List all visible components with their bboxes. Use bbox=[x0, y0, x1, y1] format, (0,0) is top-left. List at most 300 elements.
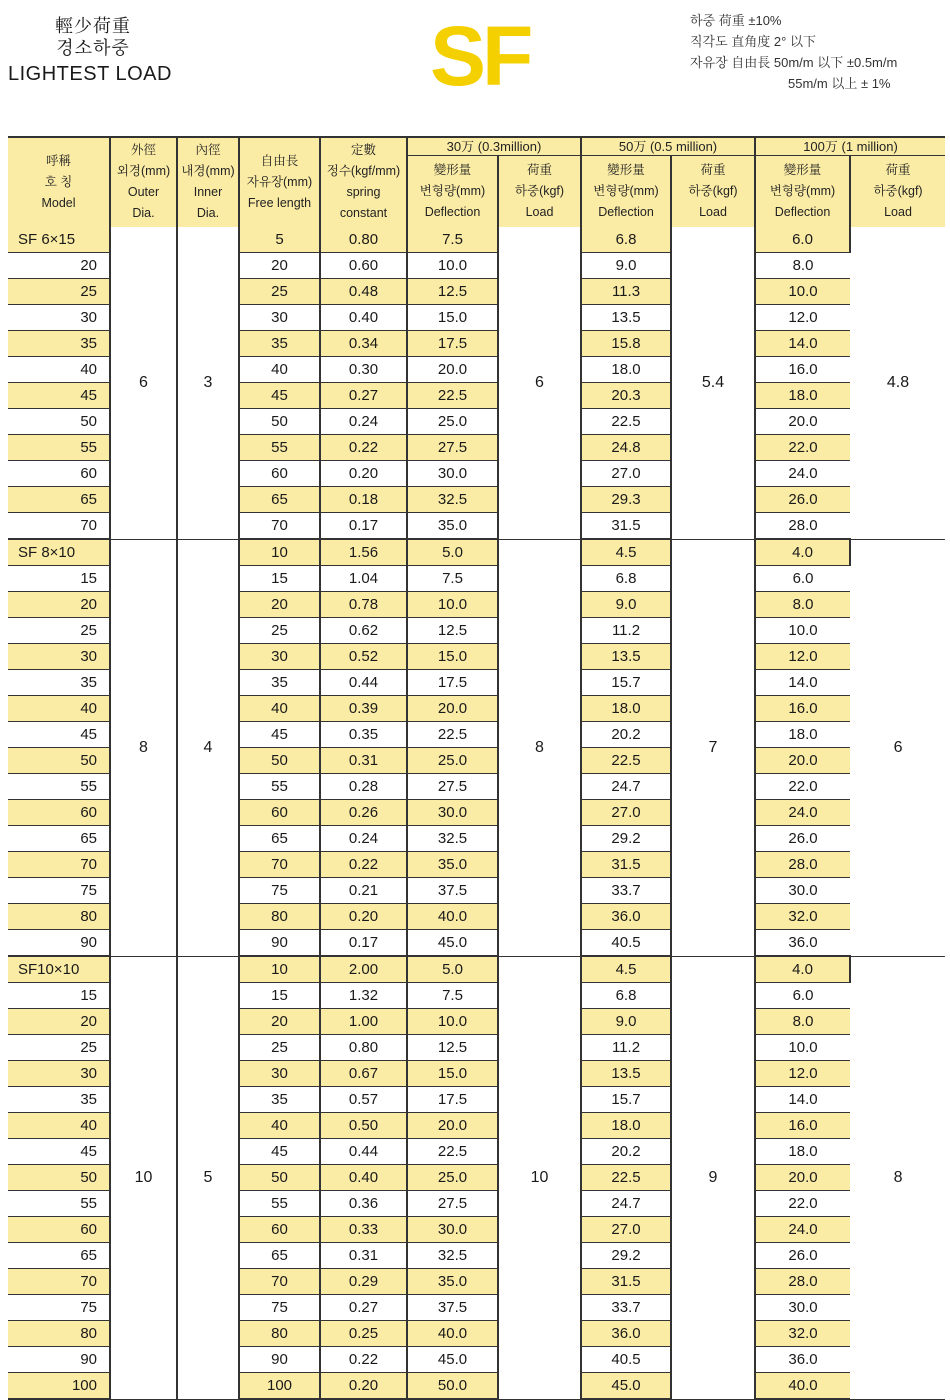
cell-spring-constant: 0.67 bbox=[320, 1061, 407, 1087]
cell-deflection-500k: 36.0 bbox=[581, 904, 671, 930]
cell-spring-constant: 0.40 bbox=[320, 1165, 407, 1191]
cell-deflection-300k: 10.0 bbox=[407, 592, 498, 618]
cell-spring-constant: 0.57 bbox=[320, 1087, 407, 1113]
note-squareness: 직각도 直角度 2° 以下 bbox=[690, 34, 816, 49]
cell-deflection-500k: 4.5 bbox=[581, 956, 671, 983]
cell-deflection-1m: 28.0 bbox=[755, 1269, 850, 1295]
cell-deflection-300k: 5.0 bbox=[407, 956, 498, 983]
cell-free-length: 30 bbox=[239, 305, 320, 331]
cell-model: 35 bbox=[8, 331, 110, 357]
cell-model: 55 bbox=[8, 774, 110, 800]
cell-free-length: 80 bbox=[239, 904, 320, 930]
cell-spring-constant: 0.20 bbox=[320, 1373, 407, 1400]
cell-model: 70 bbox=[8, 1269, 110, 1295]
cell-load-1m: 6 bbox=[850, 539, 945, 956]
cell-deflection-500k: 13.5 bbox=[581, 305, 671, 331]
cell-spring-constant: 0.80 bbox=[320, 227, 407, 253]
cell-inner-dia: 3 bbox=[177, 227, 239, 540]
cell-free-length: 45 bbox=[239, 722, 320, 748]
cell-load-300k: 10 bbox=[498, 956, 581, 1399]
cell-spring-constant: 0.17 bbox=[320, 930, 407, 957]
cell-free-length: 20 bbox=[239, 253, 320, 279]
cell-deflection-300k: 17.5 bbox=[407, 331, 498, 357]
cell-deflection-500k: 27.0 bbox=[581, 1217, 671, 1243]
cell-spring-constant: 0.40 bbox=[320, 305, 407, 331]
cell-free-length: 50 bbox=[239, 1165, 320, 1191]
note-free-length-long: 55m/m 以上 ± 1% bbox=[788, 76, 891, 91]
cell-spring-constant: 0.27 bbox=[320, 383, 407, 409]
cell-deflection-300k: 32.5 bbox=[407, 487, 498, 513]
cell-deflection-300k: 22.5 bbox=[407, 1139, 498, 1165]
cell-deflection-500k: 45.0 bbox=[581, 1373, 671, 1400]
cell-free-length: 10 bbox=[239, 539, 320, 566]
cell-spring-constant: 0.22 bbox=[320, 435, 407, 461]
cell-model: 15 bbox=[8, 566, 110, 592]
cell-deflection-300k: 15.0 bbox=[407, 1061, 498, 1087]
cell-free-length: 10 bbox=[239, 956, 320, 983]
cell-deflection-500k: 29.2 bbox=[581, 826, 671, 852]
cell-deflection-300k: 35.0 bbox=[407, 513, 498, 540]
cell-spring-constant: 0.34 bbox=[320, 331, 407, 357]
cell-model: 100 bbox=[8, 1373, 110, 1400]
cell-deflection-500k: 13.5 bbox=[581, 644, 671, 670]
cell-deflection-1m: 10.0 bbox=[755, 618, 850, 644]
cell-deflection-500k: 13.5 bbox=[581, 1061, 671, 1087]
cell-free-length: 90 bbox=[239, 1347, 320, 1373]
cell-deflection-300k: 25.0 bbox=[407, 1165, 498, 1191]
cell-deflection-1m: 30.0 bbox=[755, 1295, 850, 1321]
cell-model: 25 bbox=[8, 618, 110, 644]
table-row bbox=[8, 227, 945, 253]
cell-model: 60 bbox=[8, 800, 110, 826]
col-inner-dia: 內徑 내경(mm) Inner Dia. bbox=[177, 137, 239, 227]
cell-free-length: 40 bbox=[239, 357, 320, 383]
cell-deflection-500k: 36.0 bbox=[581, 1321, 671, 1347]
cell-model: 70 bbox=[8, 513, 110, 540]
cell-free-length: 25 bbox=[239, 1035, 320, 1061]
cell-deflection-500k: 15.7 bbox=[581, 670, 671, 696]
cell-deflection-1m: 12.0 bbox=[755, 1061, 850, 1087]
cell-free-length: 65 bbox=[239, 826, 320, 852]
cell-deflection-300k: 32.5 bbox=[407, 1243, 498, 1269]
cell-free-length: 40 bbox=[239, 696, 320, 722]
cell-deflection-300k: 10.0 bbox=[407, 253, 498, 279]
cell-deflection-500k: 15.8 bbox=[581, 331, 671, 357]
cell-free-length: 70 bbox=[239, 852, 320, 878]
title-hanja: 輕少荷重 bbox=[55, 16, 131, 37]
cell-load-1m: 4.8 bbox=[850, 227, 945, 540]
page-title-block bbox=[8, 16, 178, 88]
tolerance-notes bbox=[690, 10, 950, 94]
cell-load-500k: 7 bbox=[671, 539, 755, 956]
cell-deflection-300k: 30.0 bbox=[407, 1217, 498, 1243]
cell-model: 90 bbox=[8, 930, 110, 957]
table-body bbox=[8, 227, 945, 1400]
cell-spring-constant: 0.44 bbox=[320, 1139, 407, 1165]
cell-deflection-300k: 40.0 bbox=[407, 904, 498, 930]
cell-model: 50 bbox=[8, 409, 110, 435]
cell-free-length: 80 bbox=[239, 1321, 320, 1347]
cell-spring-constant: 0.36 bbox=[320, 1191, 407, 1217]
cell-free-length: 100 bbox=[239, 1373, 320, 1400]
col-load-300k: 荷重 하중(kgf) Load bbox=[498, 156, 581, 227]
cell-deflection-1m: 16.0 bbox=[755, 1113, 850, 1139]
col-deflection-300k: 變形量 변형량(mm) Deflection bbox=[407, 156, 498, 227]
cell-deflection-1m: 18.0 bbox=[755, 383, 850, 409]
cell-model: 45 bbox=[8, 1139, 110, 1165]
cell-deflection-300k: 45.0 bbox=[407, 930, 498, 957]
cell-deflection-1m: 26.0 bbox=[755, 1243, 850, 1269]
cell-spring-constant: 0.39 bbox=[320, 696, 407, 722]
cell-deflection-1m: 36.0 bbox=[755, 1347, 850, 1373]
cell-outer-dia: 6 bbox=[110, 227, 177, 540]
cell-free-length: 60 bbox=[239, 461, 320, 487]
cell-load-300k: 6 bbox=[498, 227, 581, 540]
cell-deflection-300k: 30.0 bbox=[407, 461, 498, 487]
cell-deflection-300k: 27.5 bbox=[407, 435, 498, 461]
cell-deflection-1m: 40.0 bbox=[755, 1373, 850, 1400]
cell-deflection-300k: 37.5 bbox=[407, 878, 498, 904]
cell-spring-constant: 0.27 bbox=[320, 1295, 407, 1321]
cell-deflection-1m: 16.0 bbox=[755, 696, 850, 722]
cell-model: 40 bbox=[8, 696, 110, 722]
cell-deflection-1m: 20.0 bbox=[755, 748, 850, 774]
cell-deflection-500k: 24.7 bbox=[581, 774, 671, 800]
cell-model: 20 bbox=[8, 592, 110, 618]
cell-deflection-300k: 20.0 bbox=[407, 357, 498, 383]
cell-free-length: 35 bbox=[239, 331, 320, 357]
cell-free-length: 30 bbox=[239, 1061, 320, 1087]
cell-deflection-300k: 12.5 bbox=[407, 618, 498, 644]
cell-model: 50 bbox=[8, 1165, 110, 1191]
cell-deflection-300k: 12.5 bbox=[407, 279, 498, 305]
cell-free-length: 35 bbox=[239, 670, 320, 696]
cell-deflection-1m: 28.0 bbox=[755, 513, 850, 540]
cell-outer-dia: 10 bbox=[110, 956, 177, 1399]
cell-deflection-300k: 35.0 bbox=[407, 852, 498, 878]
cell-deflection-500k: 20.2 bbox=[581, 722, 671, 748]
cell-deflection-1m: 4.0 bbox=[755, 956, 850, 983]
cell-model: SF10×10 bbox=[8, 956, 110, 983]
cell-deflection-1m: 32.0 bbox=[755, 904, 850, 930]
cell-free-length: 50 bbox=[239, 409, 320, 435]
cell-load-1m: 8 bbox=[850, 956, 945, 1399]
cell-free-length: 50 bbox=[239, 748, 320, 774]
cell-model: 25 bbox=[8, 1035, 110, 1061]
cell-deflection-500k: 22.5 bbox=[581, 748, 671, 774]
cell-inner-dia: 4 bbox=[177, 539, 239, 956]
cell-deflection-1m: 18.0 bbox=[755, 1139, 850, 1165]
spec-table bbox=[8, 136, 945, 1400]
cell-free-length: 25 bbox=[239, 279, 320, 305]
cell-model: 40 bbox=[8, 1113, 110, 1139]
cell-free-length: 45 bbox=[239, 383, 320, 409]
cell-model: 75 bbox=[8, 878, 110, 904]
cell-model: 40 bbox=[8, 357, 110, 383]
cell-free-length: 20 bbox=[239, 592, 320, 618]
cell-spring-constant: 0.50 bbox=[320, 1113, 407, 1139]
cell-free-length: 55 bbox=[239, 774, 320, 800]
cell-deflection-300k: 27.5 bbox=[407, 774, 498, 800]
table-row bbox=[8, 956, 945, 983]
cell-spring-constant: 1.32 bbox=[320, 983, 407, 1009]
cell-inner-dia: 5 bbox=[177, 956, 239, 1399]
cell-free-length: 45 bbox=[239, 1139, 320, 1165]
cell-deflection-1m: 8.0 bbox=[755, 1009, 850, 1035]
cell-deflection-1m: 6.0 bbox=[755, 983, 850, 1009]
col-spring-constant: 定數 정수(kgf/mm) spring constant bbox=[320, 137, 407, 227]
note-load-tolerance: 하중 荷重 ±10% bbox=[690, 13, 782, 28]
cell-deflection-500k: 40.5 bbox=[581, 930, 671, 957]
cell-model: 80 bbox=[8, 904, 110, 930]
cell-deflection-1m: 26.0 bbox=[755, 826, 850, 852]
cell-deflection-500k: 31.5 bbox=[581, 1269, 671, 1295]
cell-spring-constant: 0.18 bbox=[320, 487, 407, 513]
cell-deflection-500k: 33.7 bbox=[581, 1295, 671, 1321]
cell-deflection-1m: 32.0 bbox=[755, 1321, 850, 1347]
cell-deflection-300k: 10.0 bbox=[407, 1009, 498, 1035]
col-deflection-1m: 變形量 변형량(mm) Deflection bbox=[755, 156, 850, 227]
cell-deflection-500k: 27.0 bbox=[581, 461, 671, 487]
cell-free-length: 60 bbox=[239, 1217, 320, 1243]
cell-spring-constant: 2.00 bbox=[320, 956, 407, 983]
series-code: SF bbox=[430, 9, 530, 103]
cell-deflection-1m: 8.0 bbox=[755, 253, 850, 279]
col-load-500k: 荷重 하중(kgf) Load bbox=[671, 156, 755, 227]
cell-deflection-500k: 18.0 bbox=[581, 1113, 671, 1139]
cell-deflection-1m: 22.0 bbox=[755, 435, 850, 461]
cell-model: 65 bbox=[8, 487, 110, 513]
cell-model: 45 bbox=[8, 722, 110, 748]
cell-deflection-500k: 24.8 bbox=[581, 435, 671, 461]
cell-free-length: 65 bbox=[239, 1243, 320, 1269]
cell-deflection-300k: 20.0 bbox=[407, 696, 498, 722]
cell-outer-dia: 8 bbox=[110, 539, 177, 956]
cell-deflection-500k: 31.5 bbox=[581, 513, 671, 540]
cell-model: 20 bbox=[8, 1009, 110, 1035]
cell-spring-constant: 0.60 bbox=[320, 253, 407, 279]
cell-spring-constant: 0.24 bbox=[320, 826, 407, 852]
cell-deflection-1m: 16.0 bbox=[755, 357, 850, 383]
cell-deflection-1m: 10.0 bbox=[755, 279, 850, 305]
cell-spring-constant: 0.62 bbox=[320, 618, 407, 644]
cell-spring-constant: 0.52 bbox=[320, 644, 407, 670]
cell-spring-constant: 0.22 bbox=[320, 1347, 407, 1373]
cell-deflection-300k: 22.5 bbox=[407, 722, 498, 748]
cell-deflection-300k: 37.5 bbox=[407, 1295, 498, 1321]
cell-free-length: 25 bbox=[239, 618, 320, 644]
cell-deflection-500k: 18.0 bbox=[581, 696, 671, 722]
cell-spring-constant: 0.24 bbox=[320, 409, 407, 435]
cell-model: 60 bbox=[8, 1217, 110, 1243]
cell-free-length: 20 bbox=[239, 1009, 320, 1035]
cell-spring-constant: 0.17 bbox=[320, 513, 407, 540]
cell-deflection-1m: 12.0 bbox=[755, 305, 850, 331]
col-free-length: 自由長 자유장(mm) Free length bbox=[239, 137, 320, 227]
col-outer-dia: 外徑 외경(mm) Outer Dia. bbox=[110, 137, 177, 227]
cell-deflection-500k: 33.7 bbox=[581, 878, 671, 904]
cell-deflection-1m: 30.0 bbox=[755, 878, 850, 904]
cell-deflection-300k: 17.5 bbox=[407, 670, 498, 696]
cell-deflection-500k: 20.3 bbox=[581, 383, 671, 409]
cell-spring-constant: 1.04 bbox=[320, 566, 407, 592]
cell-spring-constant: 1.00 bbox=[320, 1009, 407, 1035]
cell-deflection-300k: 7.5 bbox=[407, 566, 498, 592]
cell-spring-constant: 0.31 bbox=[320, 1243, 407, 1269]
cell-free-length: 40 bbox=[239, 1113, 320, 1139]
cell-free-length: 70 bbox=[239, 513, 320, 540]
cell-deflection-500k: 9.0 bbox=[581, 592, 671, 618]
cell-spring-constant: 1.56 bbox=[320, 539, 407, 566]
cell-deflection-500k: 22.5 bbox=[581, 409, 671, 435]
cell-deflection-1m: 24.0 bbox=[755, 461, 850, 487]
cell-deflection-300k: 50.0 bbox=[407, 1373, 498, 1400]
cell-free-length: 75 bbox=[239, 878, 320, 904]
cell-deflection-300k: 7.5 bbox=[407, 983, 498, 1009]
cell-model: 35 bbox=[8, 1087, 110, 1113]
cell-deflection-300k: 20.0 bbox=[407, 1113, 498, 1139]
cell-deflection-300k: 27.5 bbox=[407, 1191, 498, 1217]
cell-deflection-500k: 11.2 bbox=[581, 618, 671, 644]
cell-load-300k: 8 bbox=[498, 539, 581, 956]
col-deflection-500k: 變形量 변형량(mm) Deflection bbox=[581, 156, 671, 227]
cell-free-length: 75 bbox=[239, 1295, 320, 1321]
cell-deflection-1m: 10.0 bbox=[755, 1035, 850, 1061]
cell-model: 20 bbox=[8, 253, 110, 279]
cell-deflection-500k: 15.7 bbox=[581, 1087, 671, 1113]
cell-model: 30 bbox=[8, 305, 110, 331]
cell-free-length: 55 bbox=[239, 435, 320, 461]
cell-deflection-1m: 4.0 bbox=[755, 539, 850, 566]
cell-spring-constant: 0.30 bbox=[320, 357, 407, 383]
cell-free-length: 15 bbox=[239, 983, 320, 1009]
cell-deflection-300k: 35.0 bbox=[407, 1269, 498, 1295]
cell-deflection-1m: 6.0 bbox=[755, 566, 850, 592]
cell-spring-constant: 0.48 bbox=[320, 279, 407, 305]
cell-load-500k: 5.4 bbox=[671, 227, 755, 540]
cell-free-length: 70 bbox=[239, 1269, 320, 1295]
note-free-length-short: 자유장 自由長 50m/m 以下 ±0.5m/m bbox=[690, 55, 898, 70]
cell-free-length: 30 bbox=[239, 644, 320, 670]
cell-model: 65 bbox=[8, 826, 110, 852]
cell-deflection-300k: 45.0 bbox=[407, 1347, 498, 1373]
cell-deflection-1m: 20.0 bbox=[755, 409, 850, 435]
cell-model: 80 bbox=[8, 1321, 110, 1347]
table-header bbox=[8, 137, 945, 227]
cell-deflection-300k: 5.0 bbox=[407, 539, 498, 566]
table-row bbox=[8, 539, 945, 566]
cell-free-length: 15 bbox=[239, 566, 320, 592]
col-load-1m: 荷重 하중(kgf) Load bbox=[850, 156, 945, 227]
cell-model: 60 bbox=[8, 461, 110, 487]
cell-deflection-300k: 32.5 bbox=[407, 826, 498, 852]
col-group-500k: 50万 (0.5 million) bbox=[581, 137, 755, 156]
cell-model: 15 bbox=[8, 983, 110, 1009]
cell-free-length: 90 bbox=[239, 930, 320, 957]
cell-deflection-1m: 14.0 bbox=[755, 1087, 850, 1113]
cell-spring-constant: 0.33 bbox=[320, 1217, 407, 1243]
cell-free-length: 65 bbox=[239, 487, 320, 513]
cell-deflection-1m: 20.0 bbox=[755, 1165, 850, 1191]
cell-spring-constant: 0.25 bbox=[320, 1321, 407, 1347]
cell-model: 25 bbox=[8, 279, 110, 305]
cell-spring-constant: 0.22 bbox=[320, 852, 407, 878]
cell-deflection-1m: 26.0 bbox=[755, 487, 850, 513]
cell-deflection-500k: 31.5 bbox=[581, 852, 671, 878]
cell-spring-constant: 0.44 bbox=[320, 670, 407, 696]
cell-deflection-1m: 12.0 bbox=[755, 644, 850, 670]
cell-deflection-1m: 14.0 bbox=[755, 331, 850, 357]
cell-model: 55 bbox=[8, 1191, 110, 1217]
cell-spring-constant: 0.78 bbox=[320, 592, 407, 618]
title-english: LIGHTEST LOAD bbox=[8, 63, 172, 85]
cell-deflection-500k: 24.7 bbox=[581, 1191, 671, 1217]
cell-spring-constant: 0.20 bbox=[320, 461, 407, 487]
cell-deflection-1m: 22.0 bbox=[755, 1191, 850, 1217]
col-group-1m: 100万 (1 million) bbox=[755, 137, 945, 156]
cell-model: 70 bbox=[8, 852, 110, 878]
cell-free-length: 5 bbox=[239, 227, 320, 253]
cell-load-500k: 9 bbox=[671, 956, 755, 1399]
col-group-300k: 30万 (0.3million) bbox=[407, 137, 581, 156]
cell-deflection-1m: 8.0 bbox=[755, 592, 850, 618]
cell-deflection-1m: 24.0 bbox=[755, 800, 850, 826]
cell-model: 65 bbox=[8, 1243, 110, 1269]
cell-free-length: 35 bbox=[239, 1087, 320, 1113]
cell-deflection-300k: 15.0 bbox=[407, 305, 498, 331]
cell-model: 75 bbox=[8, 1295, 110, 1321]
cell-free-length: 60 bbox=[239, 800, 320, 826]
cell-spring-constant: 0.28 bbox=[320, 774, 407, 800]
cell-deflection-1m: 14.0 bbox=[755, 670, 850, 696]
cell-deflection-500k: 22.5 bbox=[581, 1165, 671, 1191]
cell-deflection-300k: 25.0 bbox=[407, 409, 498, 435]
cell-spring-constant: 0.21 bbox=[320, 878, 407, 904]
cell-deflection-500k: 6.8 bbox=[581, 983, 671, 1009]
cell-deflection-500k: 11.3 bbox=[581, 279, 671, 305]
cell-deflection-300k: 30.0 bbox=[407, 800, 498, 826]
cell-model: 30 bbox=[8, 644, 110, 670]
cell-model: 50 bbox=[8, 748, 110, 774]
cell-deflection-1m: 22.0 bbox=[755, 774, 850, 800]
cell-model: 35 bbox=[8, 670, 110, 696]
cell-deflection-300k: 7.5 bbox=[407, 227, 498, 253]
cell-deflection-300k: 17.5 bbox=[407, 1087, 498, 1113]
cell-spring-constant: 0.20 bbox=[320, 904, 407, 930]
cell-deflection-300k: 22.5 bbox=[407, 383, 498, 409]
cell-deflection-1m: 18.0 bbox=[755, 722, 850, 748]
cell-deflection-500k: 4.5 bbox=[581, 539, 671, 566]
cell-model: 90 bbox=[8, 1347, 110, 1373]
cell-deflection-300k: 12.5 bbox=[407, 1035, 498, 1061]
cell-model: SF 8×10 bbox=[8, 539, 110, 566]
cell-spring-constant: 0.31 bbox=[320, 748, 407, 774]
cell-model: 30 bbox=[8, 1061, 110, 1087]
title-korean: 경소하중 bbox=[56, 38, 130, 59]
cell-deflection-500k: 9.0 bbox=[581, 1009, 671, 1035]
cell-free-length: 55 bbox=[239, 1191, 320, 1217]
col-model: 呼稱 호 칭 Model bbox=[8, 137, 110, 227]
cell-model: SF 6×15 bbox=[8, 227, 110, 253]
cell-spring-constant: 0.35 bbox=[320, 722, 407, 748]
cell-deflection-500k: 18.0 bbox=[581, 357, 671, 383]
cell-deflection-500k: 9.0 bbox=[581, 253, 671, 279]
cell-spring-constant: 0.80 bbox=[320, 1035, 407, 1061]
cell-deflection-500k: 20.2 bbox=[581, 1139, 671, 1165]
cell-deflection-500k: 27.0 bbox=[581, 800, 671, 826]
cell-spring-constant: 0.26 bbox=[320, 800, 407, 826]
cell-deflection-1m: 6.0 bbox=[755, 227, 850, 253]
